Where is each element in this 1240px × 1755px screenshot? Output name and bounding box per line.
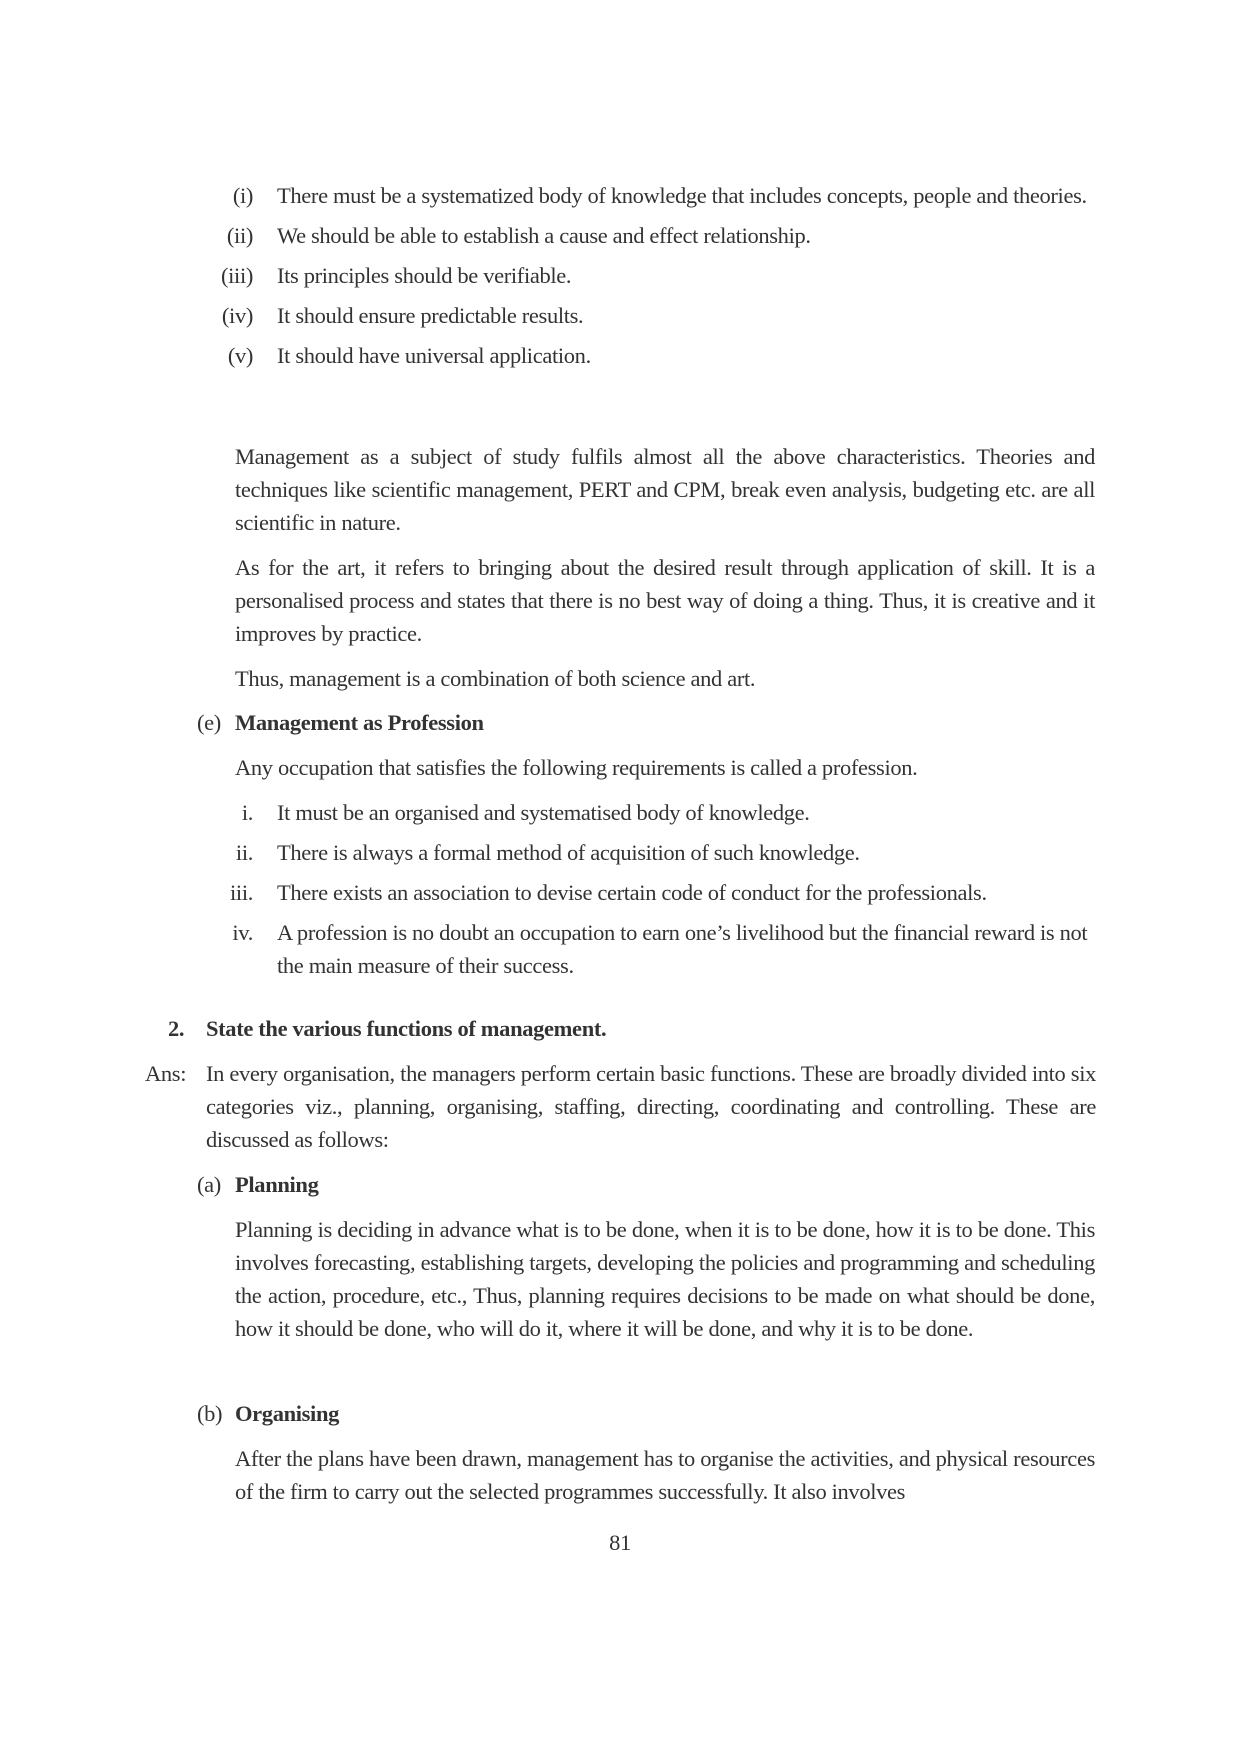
list-item bbox=[206, 219, 1096, 252]
section-title: Management as Profession bbox=[235, 710, 484, 735]
list-text: It must be an organised and systematised body of knowledge. bbox=[277, 800, 810, 825]
list-item bbox=[206, 916, 1096, 982]
answer-block bbox=[145, 1057, 1096, 1156]
list-number: (ii) bbox=[226, 223, 253, 248]
list-text: There exists an association to devise certain code of conduct for the professionals. bbox=[277, 880, 987, 905]
list-item bbox=[206, 259, 1096, 292]
list-text: It should ensure predictable results. bbox=[277, 303, 584, 328]
section-letter: (a) bbox=[197, 1172, 221, 1197]
section-heading-profession bbox=[197, 706, 484, 739]
section-letter: (e) bbox=[197, 710, 221, 735]
list-item bbox=[206, 796, 1096, 829]
list-item bbox=[206, 836, 1096, 869]
list-text: A profession is no doubt an occupation to earn one’s livelihood but the financial reward is not the main measure of their success. bbox=[277, 920, 1088, 978]
profession-intro bbox=[235, 751, 1095, 796]
list-number: iii. bbox=[230, 880, 253, 905]
question-text: State the various functions of management. bbox=[206, 1016, 607, 1041]
list-text: It should have universal application. bbox=[277, 343, 591, 368]
list-text: We should be able to establish a cause and effect relationship. bbox=[277, 223, 811, 248]
paragraph: Any occupation that satisfies the following requirements is called a profession. bbox=[235, 755, 918, 780]
profession-requirements-list bbox=[206, 796, 1096, 989]
paragraph: As for the art, it refers to bringing about the desired result through application of skill. It is a personalised process and states that there is no best way of doing a thing. Thus, it is creative and it improves by practice. bbox=[235, 555, 1095, 646]
paragraph: After the plans have been drawn, management has to organise the activities, and physical resources of the firm to carry out the selected programmes successfully. It also involves bbox=[235, 1446, 1095, 1504]
section-heading-planning bbox=[197, 1168, 319, 1201]
question-number: 2. bbox=[168, 1016, 185, 1041]
list-number: (iii) bbox=[221, 263, 253, 288]
section-heading-organising bbox=[197, 1397, 339, 1430]
section-title: Organising bbox=[235, 1401, 340, 1426]
paragraph: Planning is deciding in advance what is to be done, when it is to be done, how it is to be done. This involves forecasting, establishing targets, developing the policies and programming and scheduling the action, procedure, etc., Thus, planning requires decisions to be made on what should be done, how it should be done, who will do it, where it will be done, and why it is to be done. bbox=[235, 1217, 1095, 1341]
science-art-paragraphs bbox=[235, 440, 1095, 707]
page-number: 81 bbox=[609, 1530, 631, 1555]
list-number: (v) bbox=[227, 343, 253, 368]
list-number: iv. bbox=[232, 920, 253, 945]
list-item bbox=[206, 179, 1096, 212]
list-text: There must be a systematized body of knowledge that includes concepts, people and theories. bbox=[277, 183, 1087, 208]
organising-paragraph bbox=[235, 1442, 1095, 1520]
paragraph: Management as a subject of study fulfils almost all the above characteristics. Theories and techniques like scientific management, PERT and CPM, break even analysis, budgeting etc. are all scientific in nature. bbox=[235, 444, 1095, 535]
paragraph: Thus, management is a combination of both science and art. bbox=[235, 666, 756, 691]
list-text: Its principles should be verifiable. bbox=[277, 263, 572, 288]
answer-label: Ans: bbox=[145, 1061, 187, 1086]
list-item bbox=[206, 339, 1096, 372]
planning-paragraph bbox=[235, 1213, 1095, 1357]
list-item bbox=[206, 876, 1096, 909]
section-letter: (b) bbox=[197, 1401, 223, 1426]
science-criteria-list bbox=[206, 179, 1096, 379]
section-title: Planning bbox=[235, 1172, 319, 1197]
list-number: (i) bbox=[232, 183, 253, 208]
list-text: There is always a formal method of acquisition of such knowledge. bbox=[277, 840, 860, 865]
list-item bbox=[206, 299, 1096, 332]
list-number: (iv) bbox=[221, 303, 253, 328]
question-heading bbox=[168, 1012, 606, 1045]
list-number: i. bbox=[241, 800, 253, 825]
answer-text: In every organisation, the managers perform certain basic functions. These are broadly divided into six categories viz., planning, organising, staffing, directing, coordinating and controlling. These are discussed as follows: bbox=[206, 1061, 1096, 1152]
list-number: ii. bbox=[235, 840, 253, 865]
